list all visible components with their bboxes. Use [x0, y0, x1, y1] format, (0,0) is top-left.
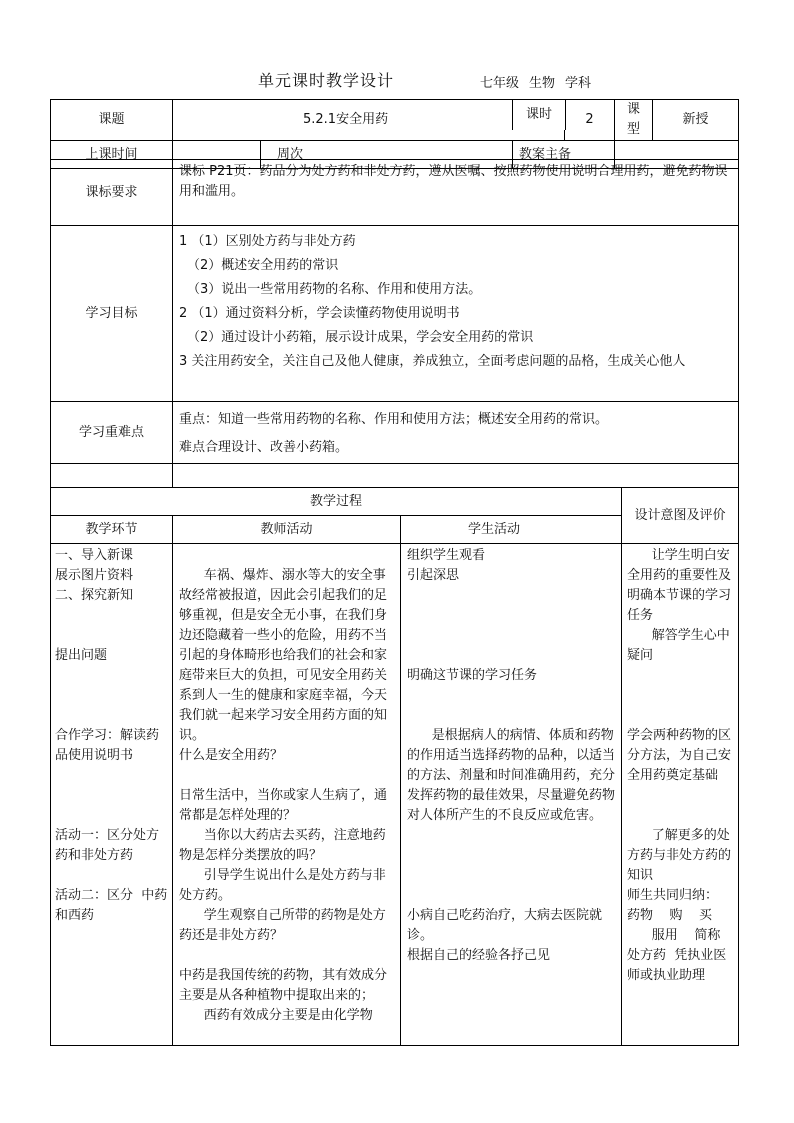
intent-cell: [622, 544, 739, 1046]
student-cell: [401, 544, 622, 1046]
goals-label: 学习目标: [51, 226, 173, 402]
period-label: 课时: [512, 100, 566, 130]
col-student: 学生活动: [401, 516, 622, 544]
process-title: 教学过程: [51, 488, 622, 516]
goal-item: 3 关注用药安全，关注自己及他人健康，养成独立，全面考虑问题的品格，生成关心他人: [179, 354, 686, 369]
page-subtitle: [480, 72, 601, 91]
subject-suffix: 学科: [565, 76, 592, 91]
type-value: 新授: [653, 100, 739, 141]
goal-item: （3）说出一些常用药物的名称、作用和使用方法。: [187, 282, 482, 297]
stage-text: 一、导入新课 展示图片资料 二、探究新知 提出问题 合作学习：解读药品使用说明书 活动一：区分处方药和非处方药 活动二：区分 中药和西药: [55, 548, 168, 923]
goal-item: （2）通过设计小药箱，展示设计成果，学会安全用药的常识: [187, 330, 534, 345]
col-stage: 教学环节: [51, 516, 173, 544]
date-label: 上课时间: [51, 141, 173, 169]
standard-text: 课标 P21页：药品分为处方药和非处方药，遵从医嘱、按照药物使用说明合理用药，避免药物误用和滥用。: [173, 160, 739, 226]
teacher-text: 车祸、爆炸、溺水等大的安全事故经常被报道，因此会引起我们的足够重视，但是安全无小事，在我们身边还隐藏着一些小的危险，用药不当引起的身体畸形也给我们的社会和家庭带来巨大的负担，可见安全用药关系到人一生的健康和家庭幸福，今天我们就一起来学习安全用药方面的知识。 什么是安全用药？ 日常生活中，当你或家人生病了，通常都是怎样处理的？ 当你以大药店去买药，注意地药物是怎样分类摆放的吗？ 引导学生说出什么是处方药与非处方药。 学生观察自己所带的药物是处方药还是非处方药？ 中药是我国传统的药物，其有效成分主要是从各种植物中提取出来的； 西药有效成分主要是由化学物: [179, 568, 388, 1023]
goal-item: （2）概述安全用药的常识: [187, 258, 339, 273]
teacher-cell: [173, 544, 401, 1046]
difficult-points: 难点合理设计、改善小药箱。: [179, 440, 349, 455]
page-title: 单元课时教学设计: [258, 71, 395, 90]
type-label: 课型: [615, 100, 653, 141]
intent-text: 让学生明白安全用药的重要性及明确本节课的学习任务 解答学生心中疑问 学会两种药物的区分方法，为自己安全用药奠定基础 了解更多的处方药与非处方药的知识 师生共同归纳： 药物 购 买 服用 简称 处方药 凭执业医师或执业助理: [627, 548, 732, 983]
period-value: 2: [565, 100, 615, 141]
student-text: 组织学生观看 引起深思 明确这节课的学习任务 是根据病人的病情、体质和药物的作用适当选择药物的品种，以适当的方法、剂量和时间准确用药，充分发挥药物的最佳效果，尽量避免药物对人体所产生的不良反应或危害。 小病自己吃药治疗，大病去医院就诊。 根据自己的经验各抒己见: [407, 548, 616, 963]
col-teacher: 教师活动: [173, 516, 401, 544]
lead-label: 教案主备: [513, 141, 615, 169]
stage-cell: [51, 544, 173, 1046]
topic-value: 5.2.1安全用药: [173, 100, 565, 141]
process-table: [50, 487, 739, 1046]
blank-cell: [173, 464, 739, 488]
goal-item: 1 （1）区别处方药与非处方药: [179, 234, 356, 249]
detail-table: [50, 159, 739, 488]
topic-label: 课题: [51, 100, 173, 141]
goal-item: 2 （1）通过资料分析，学会读懂药物使用说明书: [179, 306, 460, 321]
week-label: 周次: [261, 141, 513, 169]
goals-list: [173, 226, 739, 402]
key-points: 重点：知道一些常用药物的名称、作用和使用方法；概述安全用药的常识。: [179, 412, 609, 427]
blank-cell: [51, 464, 173, 488]
standard-label: 课标要求: [51, 160, 173, 226]
subject-text: 生物: [529, 76, 556, 91]
grade-text: 七年级: [480, 76, 520, 91]
col-intent: 设计意图及评价: [622, 488, 739, 544]
key-label: 学习重难点: [51, 402, 173, 464]
key-points-cell: [173, 402, 739, 464]
